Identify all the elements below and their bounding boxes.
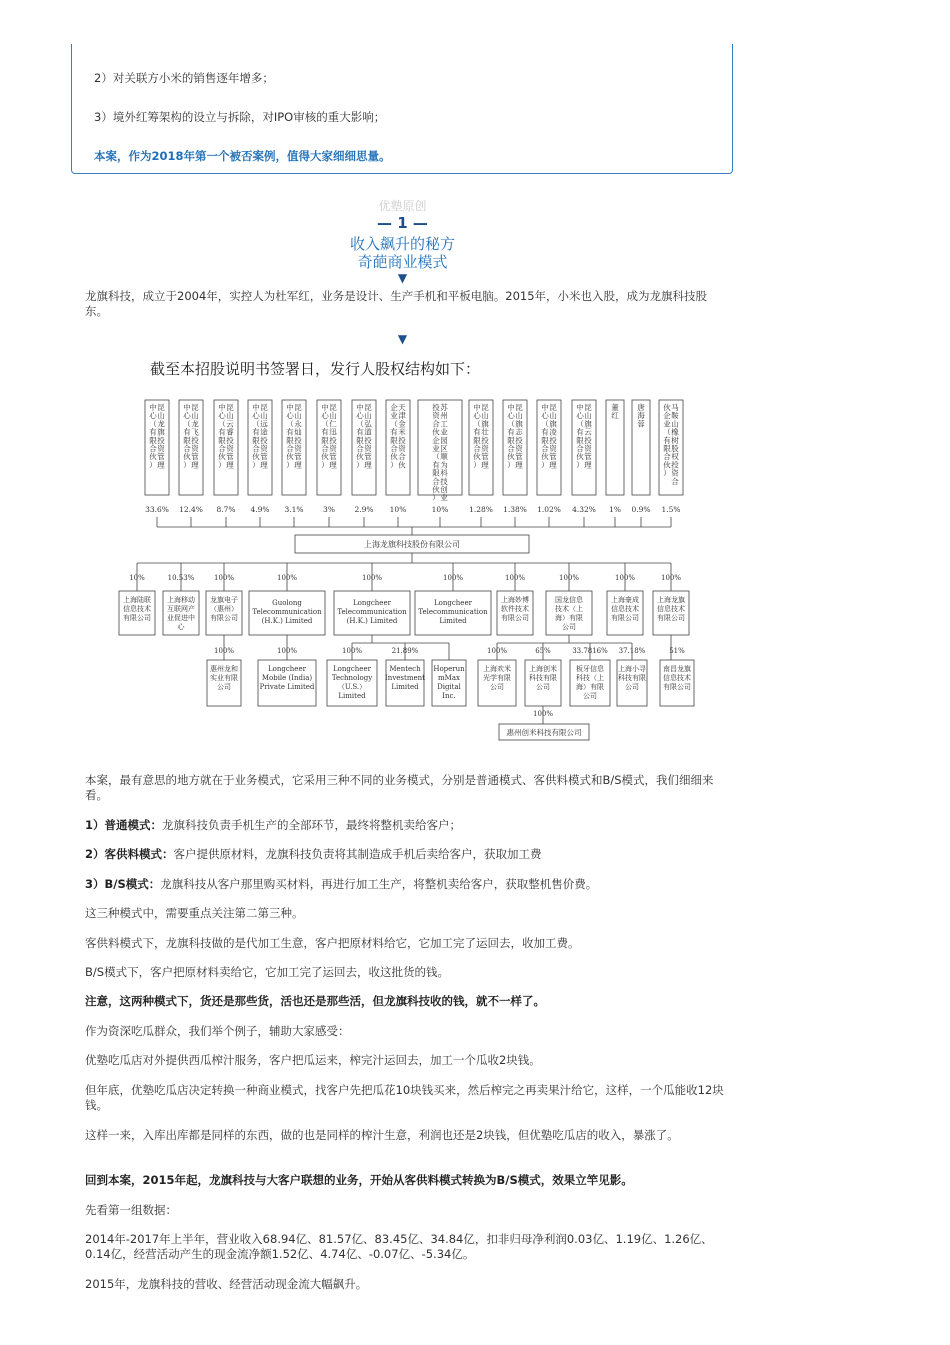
bs-mode-text: 龙旗科技从客户那里购买材料，再进行加工生产，将整机卖给客户，获取整机售价费。 xyxy=(160,877,598,891)
paragraph-emphasis: 回到本案，2015年起，龙旗科技与大客户联想的业务，开始从客供料模式转换为B/S模式，效果立竿见影。 xyxy=(85,1173,633,1187)
paragraph: 2015年，龙旗科技的营收、经营活动现金流大幅飙升。 xyxy=(85,1277,368,1291)
normal-mode-text: 龙旗科技负责手机生产的全部环节，最终将整机卖给客户； xyxy=(162,818,462,832)
level3-name: 惠州龙和实业有限公司 xyxy=(210,665,238,691)
paragraph: B/S模式下，客户把原材料卖给它，它加工完了运回去，收这批货的钱。 xyxy=(85,965,450,979)
subsidiary-pct: 10.53% xyxy=(167,574,195,582)
down-arrow-icon: ▼ xyxy=(397,271,408,285)
level3-pct: 100% xyxy=(213,647,235,655)
paragraph: 但年底，优塾吃瓜店决定转换一种商业模式，找客户先把瓜花10块钱买来，然后榨完之再卖果汁给它，这样，一个瓜能收12块钱。 xyxy=(85,1083,724,1112)
quote-point-3: 3）境外红筹架构的设立与拆除，对IPO审核的重大影响； xyxy=(94,110,386,124)
subsidiary-name: 上海移动互联网产业促进中心 xyxy=(167,596,195,631)
shareholder-name: 昆山远途投资管理中心（有限合伙） xyxy=(252,403,268,470)
subsidiary-name: 上海陆联信息技术有限公司 xyxy=(123,596,151,622)
paragraph-normal-mode xyxy=(85,818,725,833)
shareholder-pct: 10% xyxy=(389,505,407,514)
shareholder-name: 昆山旗志投资管理中心（有限合伙） xyxy=(507,403,523,470)
paragraph-emphasis: 注意，这两种模式下，货还是那些货，活也还是那些活，但龙旗科技收的钱，就不一样了。 xyxy=(85,994,545,1008)
level3-pct: 51% xyxy=(669,647,685,655)
shareholder-name: 唐海蓉 xyxy=(637,403,645,429)
subsidiary-pct: 100% xyxy=(614,574,636,582)
level4-pct: 100% xyxy=(532,710,554,718)
level3-pct: 33.7816% xyxy=(572,647,608,655)
shareholder-name: 董红 xyxy=(611,403,619,421)
shareholder-pct: 1.5% xyxy=(661,505,681,514)
level3-pct: 65% xyxy=(535,647,551,655)
level3-name: 上海小寻科技有限公司 xyxy=(618,665,646,691)
shareholder-name: 苏州工业园区顺为科技创业投资合伙企业（有限合伙） xyxy=(432,403,448,503)
paragraph-business-model: 本案，最有意思的地方就在于业务模式，它采用三种不同的业务模式，分别是普通模式、客供料模式和B/S模式，我们细细来看。 xyxy=(85,773,714,802)
subsidiary-name: Longcheer Telecommunication (H.K.) Limited xyxy=(337,599,407,625)
shareholder-pct: 4.9% xyxy=(250,505,270,514)
level3-name: 上海创米科技有限公司 xyxy=(529,665,557,691)
subsidiary-name: 龙旗电子（惠州）有限公司 xyxy=(210,596,238,622)
subsidiary-name: 上海豪成信息技术有限公司 xyxy=(611,596,639,622)
subsidiary-name: 上海妙博软件技术有限公司 xyxy=(501,596,529,622)
shareholder-name: 昆山仁迅投资管理中心（有限合伙） xyxy=(321,403,337,470)
section-title-line2: 奇葩商业模式 xyxy=(357,253,448,271)
shareholder-pct: 33.6% xyxy=(145,505,169,514)
paragraph: 这样一来，入库出库都是同样的东西，做的也是同样的榨汁生意，利润也还是2块钱，但优塾吃瓜店的收入，暴涨了。 xyxy=(85,1128,679,1142)
shareholder-pct: 10% xyxy=(431,505,449,514)
subsidiary-pct: 100% xyxy=(442,574,464,582)
subsidiary-pct: 100% xyxy=(660,574,682,582)
subsidiary-name: Longcheer Telecommunication Limited xyxy=(418,599,488,625)
consigned-mode-label: 2）客供料模式： xyxy=(85,847,174,861)
company-name: 上海龙旗科技股份有限公司 xyxy=(364,540,460,549)
level4-name: 惠州创米科技有限公司 xyxy=(506,728,582,737)
bs-mode-label: 3）B/S模式： xyxy=(85,877,161,891)
subsidiary-name: 上海龙旗信息技术有限公司 xyxy=(657,596,685,622)
original-credit: 优塾原创 xyxy=(378,199,427,213)
level3-pct: 100% xyxy=(276,647,298,655)
paragraph-data: 2014年-2017年上半年，营业收入68.94亿、81.57亿、83.45亿、34.84亿，扣非归母净利润0.03亿、1.19亿、1.26亿、0.14亿，经营活动产生的现金流净额1.52亿、4.74亿、-0.07亿、-5.34亿。 xyxy=(85,1232,713,1261)
paragraph: 这三种模式中，需要重点关注第二第三种。 xyxy=(85,906,304,920)
level3-name: Longcheer Mobile (India) Private Limited xyxy=(259,665,315,691)
level3-name: Longcheer Technology （U.S.） Limited xyxy=(331,665,373,700)
shareholder-pct: 1% xyxy=(609,505,621,514)
level3-name: Hoperun mMax Digital Inc. xyxy=(433,665,465,700)
paragraph: 作为资深吃瓜群众，我们举个例子，辅助大家感受： xyxy=(85,1024,350,1038)
paragraph: 客供料模式下，龙旗科技做的是代加工生意，客户把原材料给它，它加工完了运回去，收加工费。 xyxy=(85,936,580,950)
quote-point-2: 2）对关联方小米的销售逐年增多； xyxy=(94,71,274,85)
level3-pct: 100% xyxy=(486,647,508,655)
normal-mode-label: 1）普通模式： xyxy=(85,818,163,832)
shareholder-pct: 8.7% xyxy=(216,505,236,514)
shareholder-pct: 1.38% xyxy=(503,505,527,514)
equity-chart-title: 截至本招股说明书签署日，发行人股权结构如下： xyxy=(150,360,481,378)
subsidiary-name: 国龙信息技术（上海）有限公司 xyxy=(555,596,583,631)
shareholder-pct: 2.9% xyxy=(354,505,374,514)
shareholder-name: 昆山旗云投资管理中心（有限合伙） xyxy=(576,403,592,470)
shareholder-pct: 1.02% xyxy=(537,505,561,514)
shareholder-name: 昆山龙旗投资管理中心（有限合伙） xyxy=(149,403,165,470)
shareholder-pct: 4.32% xyxy=(572,505,596,514)
shareholder-name: 昆山永灿投资管理中心（有限合伙） xyxy=(286,403,302,470)
shareholder-name: 马鞍山橡树股权投资合伙企业（有限合伙） xyxy=(663,403,679,486)
shareholder-name: 昆山弘道投资管理中心（有限合伙） xyxy=(356,403,372,470)
level3-pct: 21.89% xyxy=(391,647,419,655)
section-title-line1: 收入飙升的秘方 xyxy=(349,235,455,253)
shareholder-pct: 0.9% xyxy=(631,505,651,514)
intro-paragraph: 龙旗科技，成立于2004年，实控人为杜军红，业务是设计、生产手机和平板电脑。2015年，小米也入股，成为龙旗科技股东。 xyxy=(85,289,708,318)
shareholder-pct: 12.4% xyxy=(179,505,203,514)
quote-highlight: 本案，作为2018年第一个被否案例，值得大家细细思量。 xyxy=(94,149,391,163)
shareholder-pct: 3.1% xyxy=(284,505,304,514)
level3-pct: 100% xyxy=(341,647,363,655)
subsidiary-pct: 100% xyxy=(504,574,526,582)
paragraph-bs-mode xyxy=(85,877,725,892)
level3-name: 板牙信息科技（上海）有限公司 xyxy=(576,665,604,700)
paragraph: 优塾吃瓜店对外提供西瓜榨汁服务，客户把瓜运来，榨完汁运回去，加工一个瓜收2块钱。 xyxy=(85,1053,541,1067)
section-number: — 1 — xyxy=(377,214,428,232)
subsidiary-name: Guolong Telecommunication (H.K.) Limited xyxy=(252,599,322,625)
down-arrow-icon: ▼ xyxy=(397,332,408,346)
shareholder-pct: 3% xyxy=(323,505,335,514)
consigned-mode-text: 客户提供原材料，龙旗科技负责将其制造成手机后卖给客户，获取加工费 xyxy=(173,847,542,861)
level3-name: 南昌龙旗信息技术有限公司 xyxy=(663,665,691,691)
subsidiary-pct: 100% xyxy=(558,574,580,582)
shareholder-name: 昆山云睿投资管理中心（有限合伙） xyxy=(218,403,234,470)
level3-pct: 37.18% xyxy=(618,647,646,655)
level3-name: 上海欢米光学有限公司 xyxy=(483,665,511,691)
shareholder-name: 昆山龙飞投资管理中心（有限合伙） xyxy=(183,403,199,470)
shareholder-name: 昆山旗壮投资管理中心（有限合伙） xyxy=(473,403,489,470)
paragraph: 先看第一组数据： xyxy=(85,1203,177,1217)
level3-name: Mentech Investment Limited xyxy=(385,665,425,691)
shareholder-pct: 1.28% xyxy=(469,505,493,514)
subsidiary-pct: 100% xyxy=(361,574,383,582)
shareholder-name: 昆山旗凌投资管理中心（有限合伙） xyxy=(541,403,557,470)
subsidiary-pct: 10% xyxy=(129,574,145,582)
subsidiary-pct: 100% xyxy=(276,574,298,582)
shareholder-name: 天津金米投资合伙企业（有限合伙） xyxy=(390,403,406,470)
subsidiary-pct: 100% xyxy=(213,574,235,582)
paragraph-consigned-mode xyxy=(85,847,725,862)
